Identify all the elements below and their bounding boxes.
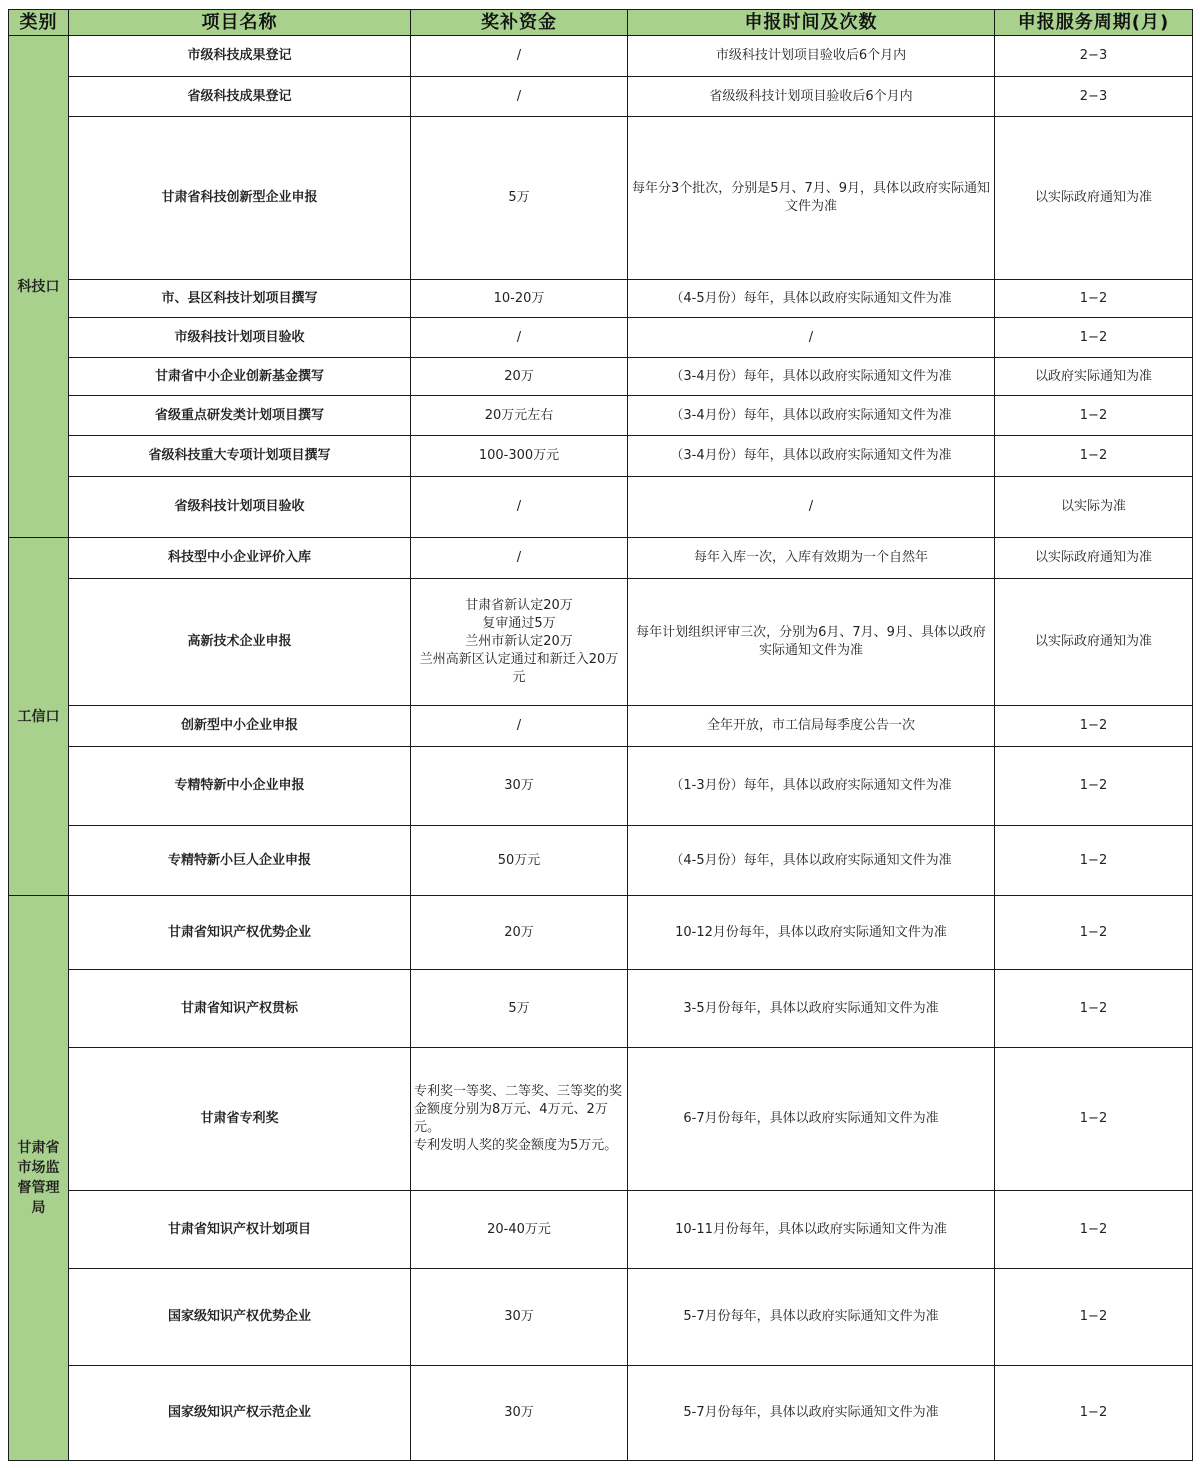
- service-period-cell: 1−2: [995, 826, 1193, 896]
- subsidy-fund-cell: 10-20万: [411, 280, 628, 318]
- project-name-cell: 科技型中小企业评价入库: [69, 538, 411, 579]
- application-time-cell: 每年计划组织评审三次，分别为6月、7月、9月、具体以政府实际通知文件为准: [628, 579, 995, 706]
- application-time-cell: 市级科技计划项目验收后6个月内: [628, 36, 995, 77]
- table-row: [9, 477, 1193, 538]
- table-row: [9, 318, 1193, 358]
- subsidy-fund-cell: 30万: [411, 1366, 628, 1461]
- project-name-cell: 市级科技计划项目验收: [69, 318, 411, 358]
- service-period-cell: 1−2: [995, 1048, 1193, 1191]
- project-name-cell: 市级科技成果登记: [69, 36, 411, 77]
- application-time-cell: /: [628, 477, 995, 538]
- project-name-cell: 甘肃省知识产权优势企业: [69, 896, 411, 970]
- table-row: [9, 1269, 1193, 1366]
- table-row: [9, 396, 1193, 436]
- table-row: [9, 36, 1193, 77]
- service-period-cell: 1−2: [995, 280, 1193, 318]
- header-row: [9, 10, 1193, 36]
- table-row: [9, 706, 1193, 747]
- subsidy-fund-cell: 30万: [411, 747, 628, 826]
- application-time-cell: 5-7月份每年，具体以政府实际通知文件为准: [628, 1269, 995, 1366]
- service-period-cell: 1−2: [995, 318, 1193, 358]
- project-name-cell: 创新型中小企业申报: [69, 706, 411, 747]
- subsidy-fund-cell: 5万: [411, 117, 628, 280]
- subsidy-fund-cell: /: [411, 706, 628, 747]
- subsidy-fund-cell: 30万: [411, 1269, 628, 1366]
- application-time-cell: /: [628, 318, 995, 358]
- project-name-cell: 甘肃省知识产权贯标: [69, 970, 411, 1048]
- subsidy-fund-cell: 20-40万元: [411, 1191, 628, 1269]
- subsidy-table: [8, 9, 1193, 1461]
- application-time-cell: （4-5月份）每年，具体以政府实际通知文件为准: [628, 280, 995, 318]
- application-time-cell: （1-3月份）每年，具体以政府实际通知文件为准: [628, 747, 995, 826]
- application-time-cell: （3-4月份）每年，具体以政府实际通知文件为准: [628, 396, 995, 436]
- service-period-cell: 1−2: [995, 436, 1193, 477]
- subsidy-fund-cell: 20万: [411, 358, 628, 396]
- service-period-cell: 1−2: [995, 1269, 1193, 1366]
- application-time-cell: 6-7月份每年，具体以政府实际通知文件为准: [628, 1048, 995, 1191]
- table-row: [9, 77, 1193, 117]
- service-period-cell: 2−3: [995, 36, 1193, 77]
- application-time-cell: （4-5月份）每年，具体以政府实际通知文件为准: [628, 826, 995, 896]
- subsidy-fund-cell: /: [411, 77, 628, 117]
- service-period-cell: 1−2: [995, 706, 1193, 747]
- project-name-cell: 国家级知识产权优势企业: [69, 1269, 411, 1366]
- table-row: [9, 896, 1193, 970]
- header-project-name: 项目名称: [69, 10, 411, 36]
- project-name-cell: 高新技术企业申报: [69, 579, 411, 706]
- table-row: [9, 117, 1193, 280]
- subsidy-fund-cell: 20万元左右: [411, 396, 628, 436]
- header-category: 类别: [9, 10, 69, 36]
- header-service-period: 申报服务周期(月): [995, 10, 1193, 36]
- service-period-cell: 以政府实际通知为准: [995, 358, 1193, 396]
- project-name-cell: 省级科技重大专项计划项目撰写: [69, 436, 411, 477]
- application-time-cell: 省级级科技计划项目验收后6个月内: [628, 77, 995, 117]
- project-name-cell: 省级科技成果登记: [69, 77, 411, 117]
- category-cell: 工信口: [9, 538, 69, 896]
- application-time-cell: 10-12月份每年，具体以政府实际通知文件为准: [628, 896, 995, 970]
- table-row: [9, 436, 1193, 477]
- subsidy-fund-cell: 5万: [411, 970, 628, 1048]
- application-time-cell: 5-7月份每年，具体以政府实际通知文件为准: [628, 1366, 995, 1461]
- application-time-cell: （3-4月份）每年，具体以政府实际通知文件为准: [628, 436, 995, 477]
- project-name-cell: 国家级知识产权示范企业: [69, 1366, 411, 1461]
- subsidy-fund-cell: 50万元: [411, 826, 628, 896]
- service-period-cell: 1−2: [995, 1191, 1193, 1269]
- header-subsidy-fund: 奖补资金: [411, 10, 628, 36]
- project-name-cell: 甘肃省科技创新型企业申报: [69, 117, 411, 280]
- service-period-cell: 以实际为准: [995, 477, 1193, 538]
- service-period-cell: 以实际政府通知为准: [995, 579, 1193, 706]
- table-row: [9, 1048, 1193, 1191]
- subsidy-fund-cell: /: [411, 477, 628, 538]
- project-name-cell: 专精特新中小企业申报: [69, 747, 411, 826]
- project-name-cell: 专精特新小巨人企业申报: [69, 826, 411, 896]
- table-row: [9, 358, 1193, 396]
- service-period-cell: 1−2: [995, 1366, 1193, 1461]
- table-row: [9, 970, 1193, 1048]
- subsidy-fund-cell: /: [411, 538, 628, 579]
- application-time-cell: （3-4月份）每年，具体以政府实际通知文件为准: [628, 358, 995, 396]
- category-cell: 甘肃省市场监督管理局: [9, 896, 69, 1461]
- header-application-time: 申报时间及次数: [628, 10, 995, 36]
- table-row: [9, 1366, 1193, 1461]
- project-name-cell: 甘肃省专利奖: [69, 1048, 411, 1191]
- service-period-cell: 1−2: [995, 970, 1193, 1048]
- project-name-cell: 省级重点研发类计划项目撰写: [69, 396, 411, 436]
- table-row: [9, 747, 1193, 826]
- project-name-cell: 市、县区科技计划项目撰写: [69, 280, 411, 318]
- project-name-cell: 省级科技计划项目验收: [69, 477, 411, 538]
- application-time-cell: 每年分3个批次，分别是5月、7月、9月，具体以政府实际通知文件为准: [628, 117, 995, 280]
- subsidy-fund-cell: 20万: [411, 896, 628, 970]
- table-row: [9, 538, 1193, 579]
- table-row: [9, 826, 1193, 896]
- application-time-cell: 10-11月份每年，具体以政府实际通知文件为准: [628, 1191, 995, 1269]
- application-time-cell: 3-5月份每年，具体以政府实际通知文件为准: [628, 970, 995, 1048]
- service-period-cell: 以实际政府通知为准: [995, 538, 1193, 579]
- subsidy-fund-cell: /: [411, 36, 628, 77]
- table-row: [9, 1191, 1193, 1269]
- service-period-cell: 1−2: [995, 896, 1193, 970]
- category-cell: 科技口: [9, 36, 69, 538]
- subsidy-fund-cell: 专利奖一等奖、二等奖、三等奖的奖金额度分别为8万元、4万元、2万元。 专利发明人奖的奖金额度为5万元。: [411, 1048, 628, 1191]
- project-name-cell: 甘肃省中小企业创新基金撰写: [69, 358, 411, 396]
- application-time-cell: 每年入库一次，入库有效期为一个自然年: [628, 538, 995, 579]
- subsidy-fund-cell: /: [411, 318, 628, 358]
- subsidy-fund-cell: 甘肃省新认定20万 复审通过5万 兰州市新认定20万 兰州高新区认定通过和新迁入20万元: [411, 579, 628, 706]
- project-name-cell: 甘肃省知识产权计划项目: [69, 1191, 411, 1269]
- service-period-cell: 2−3: [995, 77, 1193, 117]
- table-row: [9, 579, 1193, 706]
- service-period-cell: 1−2: [995, 747, 1193, 826]
- application-time-cell: 全年开放，市工信局每季度公告一次: [628, 706, 995, 747]
- subsidy-fund-cell: 100-300万元: [411, 436, 628, 477]
- table-row: [9, 280, 1193, 318]
- service-period-cell: 1−2: [995, 396, 1193, 436]
- service-period-cell: 以实际政府通知为准: [995, 117, 1193, 280]
